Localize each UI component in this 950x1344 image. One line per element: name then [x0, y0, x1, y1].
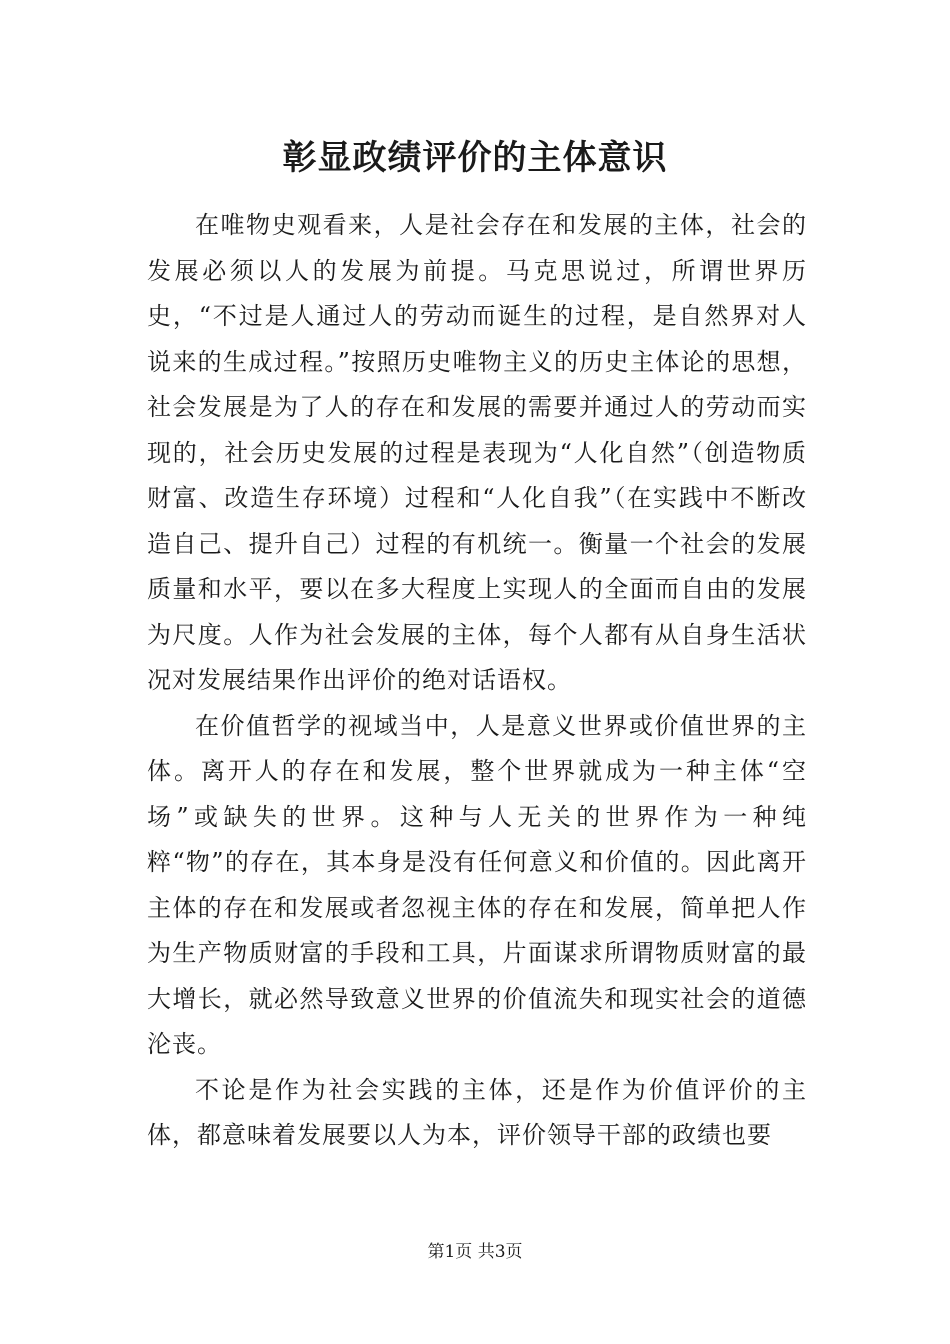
paragraph: 在价值哲学的视域当中，人是意义世界或价值世界的主体。离开人的存在和发展，整个世界就成为一种主体“空场”或缺失的世界。这种与人无关的世界作为一种纯粹“物”的存在，其本身是没有任何意义和价值的。因此离开主体的存在和发展或者忽视主体的存在和发展，简单把人作为生产物质财富的手段和工具，片面谋求所谓物质财富的最大增长，就必然导致意义世界的价值流失和现实社会的道德沦丧。	[147, 711, 807, 1058]
document-body	[147, 203, 807, 1159]
document-title: 彰显政绩评价的主体意识	[282, 138, 668, 178]
page-number-footer: 第1页 共3页	[427, 1242, 523, 1262]
paragraph: 不论是作为社会实践的主体，还是作为价值评价的主体，都意味着发展要以人为本，评价领导干部的政绩也要	[147, 1075, 807, 1149]
paragraph: 在唯物史观看来，人是社会存在和发展的主体，社会的发展必须以人的发展为前提。马克思说过，所谓世界历史，“不过是人通过人的劳动而诞生的过程，是自然界对人说来的生成过程。”按照历史唯物主义的历史主体论的思想，社会发展是为了人的存在和发展的需要并通过人的劳动而实现的，社会历史发展的过程是表现为“人化自然”（创造物质财富、改造生存环境）过程和“人化自我”（在实践中不断改造自己、提升自己）过程的有机统一。衡量一个社会的发展质量和水平，要以在多大程度上实现人的全面而自由的发展为尺度。人作为社会发展的主体，每个人都有从自身生活状况对发展结果作出评价的绝对话语权。	[147, 211, 807, 694]
